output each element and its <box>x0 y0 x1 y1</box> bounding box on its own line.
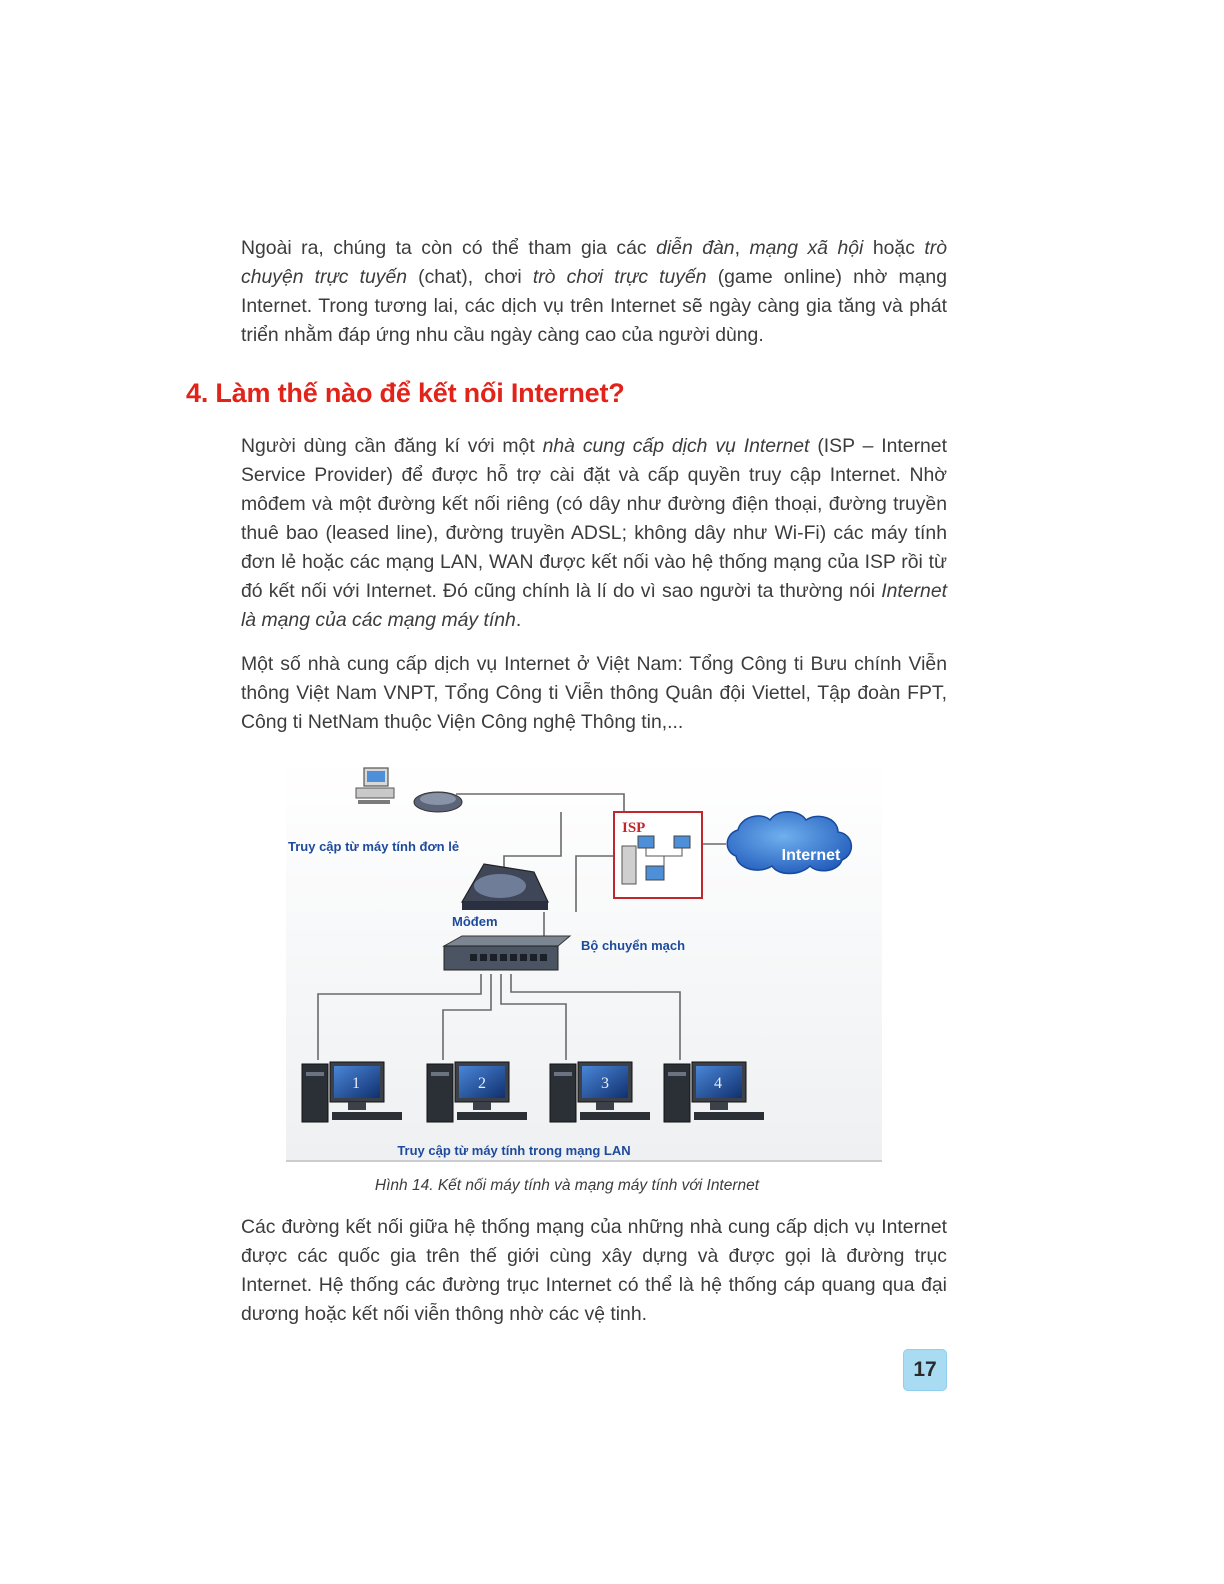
pc-number-2: 2 <box>478 1075 486 1092</box>
network-diagram-figure <box>286 760 882 1162</box>
switch-label: Bộ chuyển mạch <box>581 938 686 953</box>
pc-number-1: 1 <box>352 1075 360 1092</box>
pc-number-4: 4 <box>714 1075 722 1092</box>
page-number-badge: 17 <box>903 1349 947 1391</box>
modem-label: Môđem <box>452 914 498 929</box>
paragraph-online-services: Ngoài ra, chúng ta còn có thể tham gia các diễn đàn, mạng xã hội hoặc trò chuyện trực tuyến (chat), chơi trò chơi trực tuyến (game online) nhờ mạng Internet. Trong tương lai, các dịch vụ trên Internet sẽ ngày càng gia tăng và phát triển nhằm đáp ứng nhu cầu ngày càng cao của người dùng. <box>241 237 948 346</box>
paragraph-isp-list: Một số nhà cung cấp dịch vụ Internet ở Việt Nam: Tổng Công ti Bưu chính Viễn thông Việt Nam VNPT, Tổng Công ti Viễn thông Quân đội Viettel, Tập đoàn FPT, Công ti NetNam thuộc Viện Công nghệ Thông tin,... <box>241 653 947 733</box>
internet-cloud <box>727 812 851 874</box>
paragraph-how-to-connect: Người dùng cần đăng kí với một nhà cung cấp dịch vụ Internet (ISP – Internet Service Provider) để được hỗ trợ cài đặt và cấp quyền truy cập Internet. Nhờ môđem và một đường kết nối riêng (có dây như đường điện thoại, đường truyền thuê bao (leased line), đường truyền ADSL; không dây như Wi-Fi) các máy tính đơn lẻ hoặc các mạng LAN, WAN được kết nối vào hệ thống mạng của ISP rồi từ đó kết nối với Internet. Đó cũng chính là lí do vì sao người ta thường nói Internet là mạng của các mạng máy tính. <box>241 435 947 631</box>
pc-number-3: 3 <box>601 1075 609 1092</box>
small-modem-top <box>414 792 462 812</box>
isp-label: ISP <box>622 820 646 836</box>
internet-label: Internet <box>781 847 841 864</box>
figure-caption: Hình 14. Kết nối máy tính và mạng máy tính với Internet <box>374 1177 760 1194</box>
single-access-label: Truy cập từ máy tính đơn lẻ <box>288 839 460 854</box>
lan-access-label: Truy cập từ máy tính trong mạng LAN <box>397 1143 631 1158</box>
isp-box <box>614 812 702 898</box>
network-diagram <box>286 760 882 1162</box>
section-heading: 4. Làm thế nào để kết nối Internet? <box>186 378 625 408</box>
paragraph-backbone: Các đường kết nối giữa hệ thống mạng của những nhà cung cấp dịch vụ Internet được các quốc gia trên thế giới cùng xây dựng và được gọi là đường trục Internet. Hệ thống các đường trục Internet có thể là hệ thống cáp quang qua đại dương hoặc kết nối viễn thông nhờ các vệ tinh. <box>241 1216 947 1325</box>
